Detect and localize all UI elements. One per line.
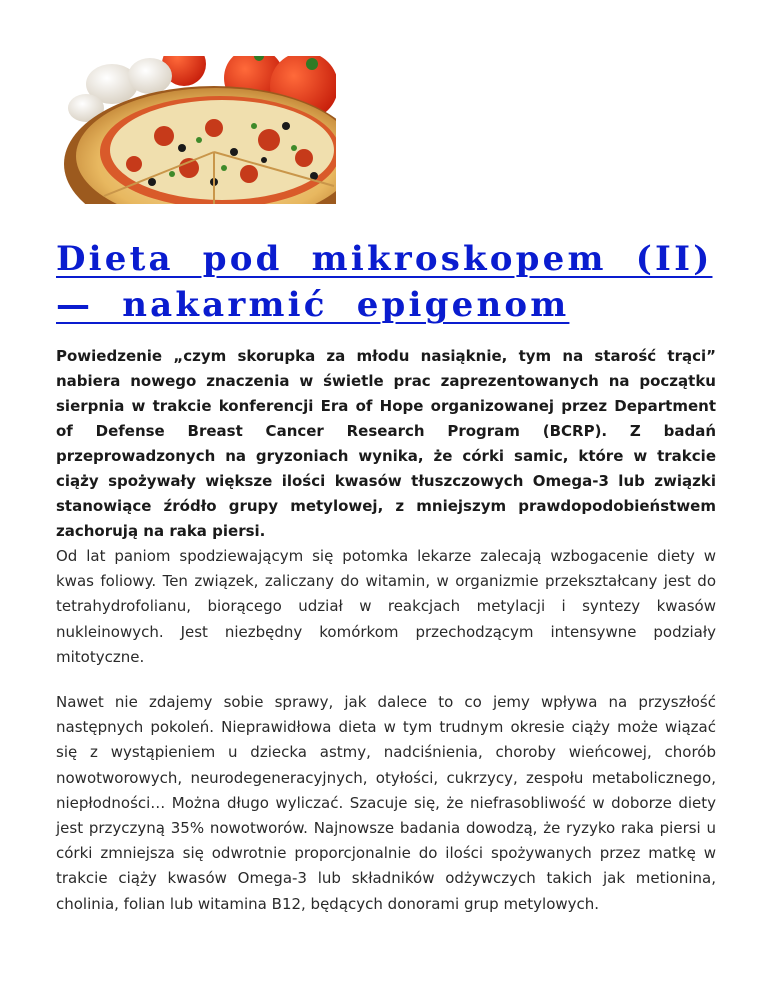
article-lead: Powiedzenie „czym skorupka za młodu nasiąknie, tym na starość trąci” nabiera nowego znaczenia w świetle prac zaprezentowanych na początku sierpnia w trakcie konferencji Era of Hope organizowanej przez Department of Defense Breast Cancer Research Program (BCRP). Z badań przeprowadzonych na gryzoniach wynika, że córki samic, które w trakcie ciąży spożywały większe ilości kwasów tłuszczowych Omega-3 lub związki stanowiące źródło grupy metylowej, z mniejszym prawdopodobieństwem zachorują na raka piersi. (56, 347, 716, 540)
article-title-link[interactable]: Dieta pod mikroskopem (II) — nakarmić epigenom (56, 239, 713, 325)
article-paragraph: Od lat paniom spodziewającym się potomka lekarze zalecają wzbogacenie diety w kwas foliowy. Ten związek, zaliczany do witamin, w organizmie przekształcany jest do tetrahydrofolianu, biorącego udział w reakcjach metylacji i syntezy kwasów nukleinowych. Jest niezbędny komórkom przechodzącym intensywne podziały mitotyczne. (56, 547, 716, 666)
article-paragraph: Nawet nie zdajemy sobie sprawy, jak dalece to co jemy wpływa na przyszłość następnych pokoleń. Nieprawidłowa dieta w tym trudnym okresie ciąży może wiązać się z wystąpieniem u dziecka astmy, nadciśnienia, choroby wieńcowej, chorób nowotworowych, neurodegeneracyjnych, otyłości, cukrzycy, zespołu metabolicznego, niepłodności… Można długo wyliczać. Szacuje się, że niefrasobliwość w doborze diety jest przyczyną 35% nowotworów. Najnowsze badania dowodzą, że ryzyko raka piersi u córki zmniejsza się odwrotnie proporcjonalnie do ilości spożywanych przez matkę w trakcie ciąży kwasów Omega-3 lub składników odżywczych takich jak metionina, cholinia, folian lub witamina B12, będących donorami grup metylowych. (56, 693, 716, 913)
pizza-photo (64, 56, 336, 204)
